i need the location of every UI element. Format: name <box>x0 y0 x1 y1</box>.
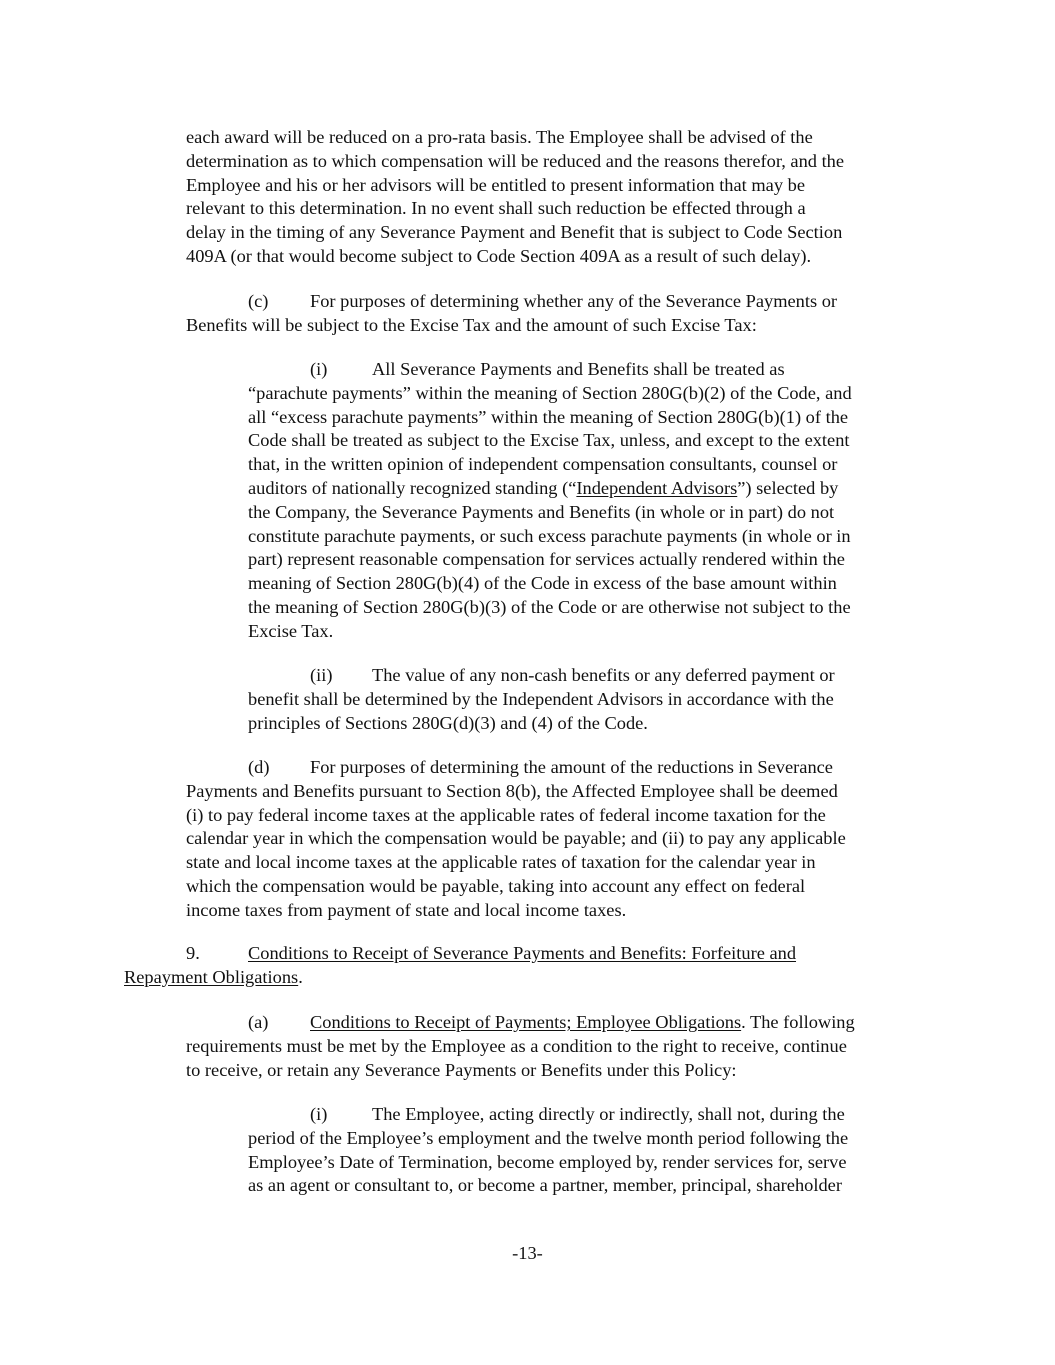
text-line <box>248 477 852 501</box>
text-line: delay in the timing of any Severance Payment and Benefit that is subject to Code Section <box>186 222 843 243</box>
text-line: to receive, or retain any Severance Payments or Benefits under this Policy: <box>186 1059 737 1080</box>
clause-label: (d) <box>248 757 270 777</box>
text-line: Payments and Benefits pursuant to Section 8(b), the Affected Employee shall be deemed <box>186 780 838 801</box>
section-title: Repayment Obligations <box>124 966 299 987</box>
text-line: calendar year in which the compensation would be payable; and (ii) to pay any applicable <box>186 828 846 849</box>
clause-text: All Severance Payments and Benefits shall be treated as <box>372 359 785 379</box>
text-line: income taxes from payment of state and local income taxes. <box>186 899 627 920</box>
text-line <box>124 942 796 966</box>
text-line <box>186 756 846 780</box>
text-line: meaning of Section 280G(b)(4) of the Code in excess of the base amount within <box>248 573 837 594</box>
text-line: all “excess parachute payments” within the meaning of Section 280G(b)(1) of the <box>248 406 849 427</box>
text-line: part) represent reasonable compensation for services actually rendered within the <box>248 549 845 570</box>
clause-text: For purposes of determining the amount of the reductions in Severance <box>310 757 833 777</box>
text-fragment: ”) selected by <box>737 477 839 498</box>
defined-term: Independent Advisors <box>576 477 738 498</box>
section-title: Conditions to Receipt of Severance Payments and Benefits: Forfeiture and <box>248 943 797 963</box>
clause-label: (i) <box>310 1104 328 1124</box>
clause-text: The value of any non-cash benefits or any deferred payment or <box>372 665 835 685</box>
text-line: the meaning of Section 280G(b)(3) of the Code or are otherwise not subject to the <box>248 596 851 617</box>
text-line: relevant to this determination. In no event shall such reduction be effected through a <box>186 198 806 219</box>
text-line: that, in the written opinion of independent compensation consultants, counsel or <box>248 454 838 475</box>
clause-text: For purposes of determining whether any of the Severance Payments or <box>310 291 838 311</box>
clause-c-ii <box>248 664 835 735</box>
text-line: Employee’s Date of Termination, become employed by, render services for, serve <box>248 1151 847 1172</box>
text-line: principles of Sections 280G(d)(3) and (4) of the Code. <box>248 712 648 733</box>
text-line: Benefits will be subject to the Excise Tax and the amount of such Excise Tax: <box>186 314 757 335</box>
clause-d <box>186 756 846 923</box>
text-line: which the compensation would be payable, taking into account any effect on federal <box>186 875 806 896</box>
text-line: benefit shall be determined by the Independent Advisors in accordance with the <box>248 688 834 709</box>
clause-label: (ii) <box>310 665 333 685</box>
clause-text: . The following <box>741 1012 855 1032</box>
clause-c-i <box>248 358 852 644</box>
clause-text: The Employee, acting directly or indirectly, shall not, during the <box>372 1104 845 1124</box>
clause-label: (c) <box>248 291 269 311</box>
clause-c <box>186 290 837 338</box>
text-line: (i) to pay federal income taxes at the applicable rates of federal income taxation for the <box>186 804 826 825</box>
text-line: the Company, the Severance Payments and Benefits (in whole or in part) do not <box>248 501 835 522</box>
clause-label: (i) <box>310 359 328 379</box>
text-line: period of the Employee’s employment and the twelve month period following the <box>248 1127 849 1148</box>
text-line: Employee and his or her advisors will be entitled to present information that may be <box>186 174 805 195</box>
text-line <box>124 966 796 990</box>
text-line: “parachute payments” within the meaning of Section 280G(b)(2) of the Code, and <box>248 382 852 403</box>
text-line: requirements must be met by the Employee as a condition to the right to receive, continue <box>186 1035 847 1056</box>
text-line <box>248 1103 848 1127</box>
clause-a-i <box>248 1103 848 1198</box>
text-line: as an agent or consultant to, or become a partner, member, principal, shareholder <box>248 1175 842 1196</box>
text-line <box>248 358 852 382</box>
section-9-heading <box>124 942 796 990</box>
text-fragment: auditors of nationally recognized standing (“ <box>248 477 577 498</box>
text-line <box>186 1011 855 1035</box>
page-number: -13- <box>512 1243 543 1263</box>
section-number: 9. <box>186 943 200 963</box>
text-fragment: . <box>298 966 303 987</box>
text-line: determination as to which compensation will be reduced and the reasons therefor, and the <box>186 150 845 171</box>
text-line: state and local income taxes at the applicable rates of taxation for the calendar year in <box>186 852 816 873</box>
clause-heading: Conditions to Receipt of Payments; Employee Obligations <box>310 1012 742 1032</box>
clause-label: (a) <box>248 1012 269 1032</box>
text-line <box>248 664 835 688</box>
text-line <box>186 290 837 314</box>
text-line: constitute parachute payments, or such excess parachute payments (in whole or in <box>248 525 851 546</box>
paragraph-continuation <box>186 126 844 269</box>
text-line: Excise Tax. <box>248 620 334 641</box>
text-line: Code shall be treated as subject to the Excise Tax, unless, and except to the extent <box>248 430 850 451</box>
text-line: each award will be reduced on a pro-rata basis. The Employee shall be advised of the <box>186 127 813 147</box>
text-line: 409A (or that would become subject to Code Section 409A as a result of such delay). <box>186 245 812 266</box>
clause-a <box>186 1011 855 1082</box>
